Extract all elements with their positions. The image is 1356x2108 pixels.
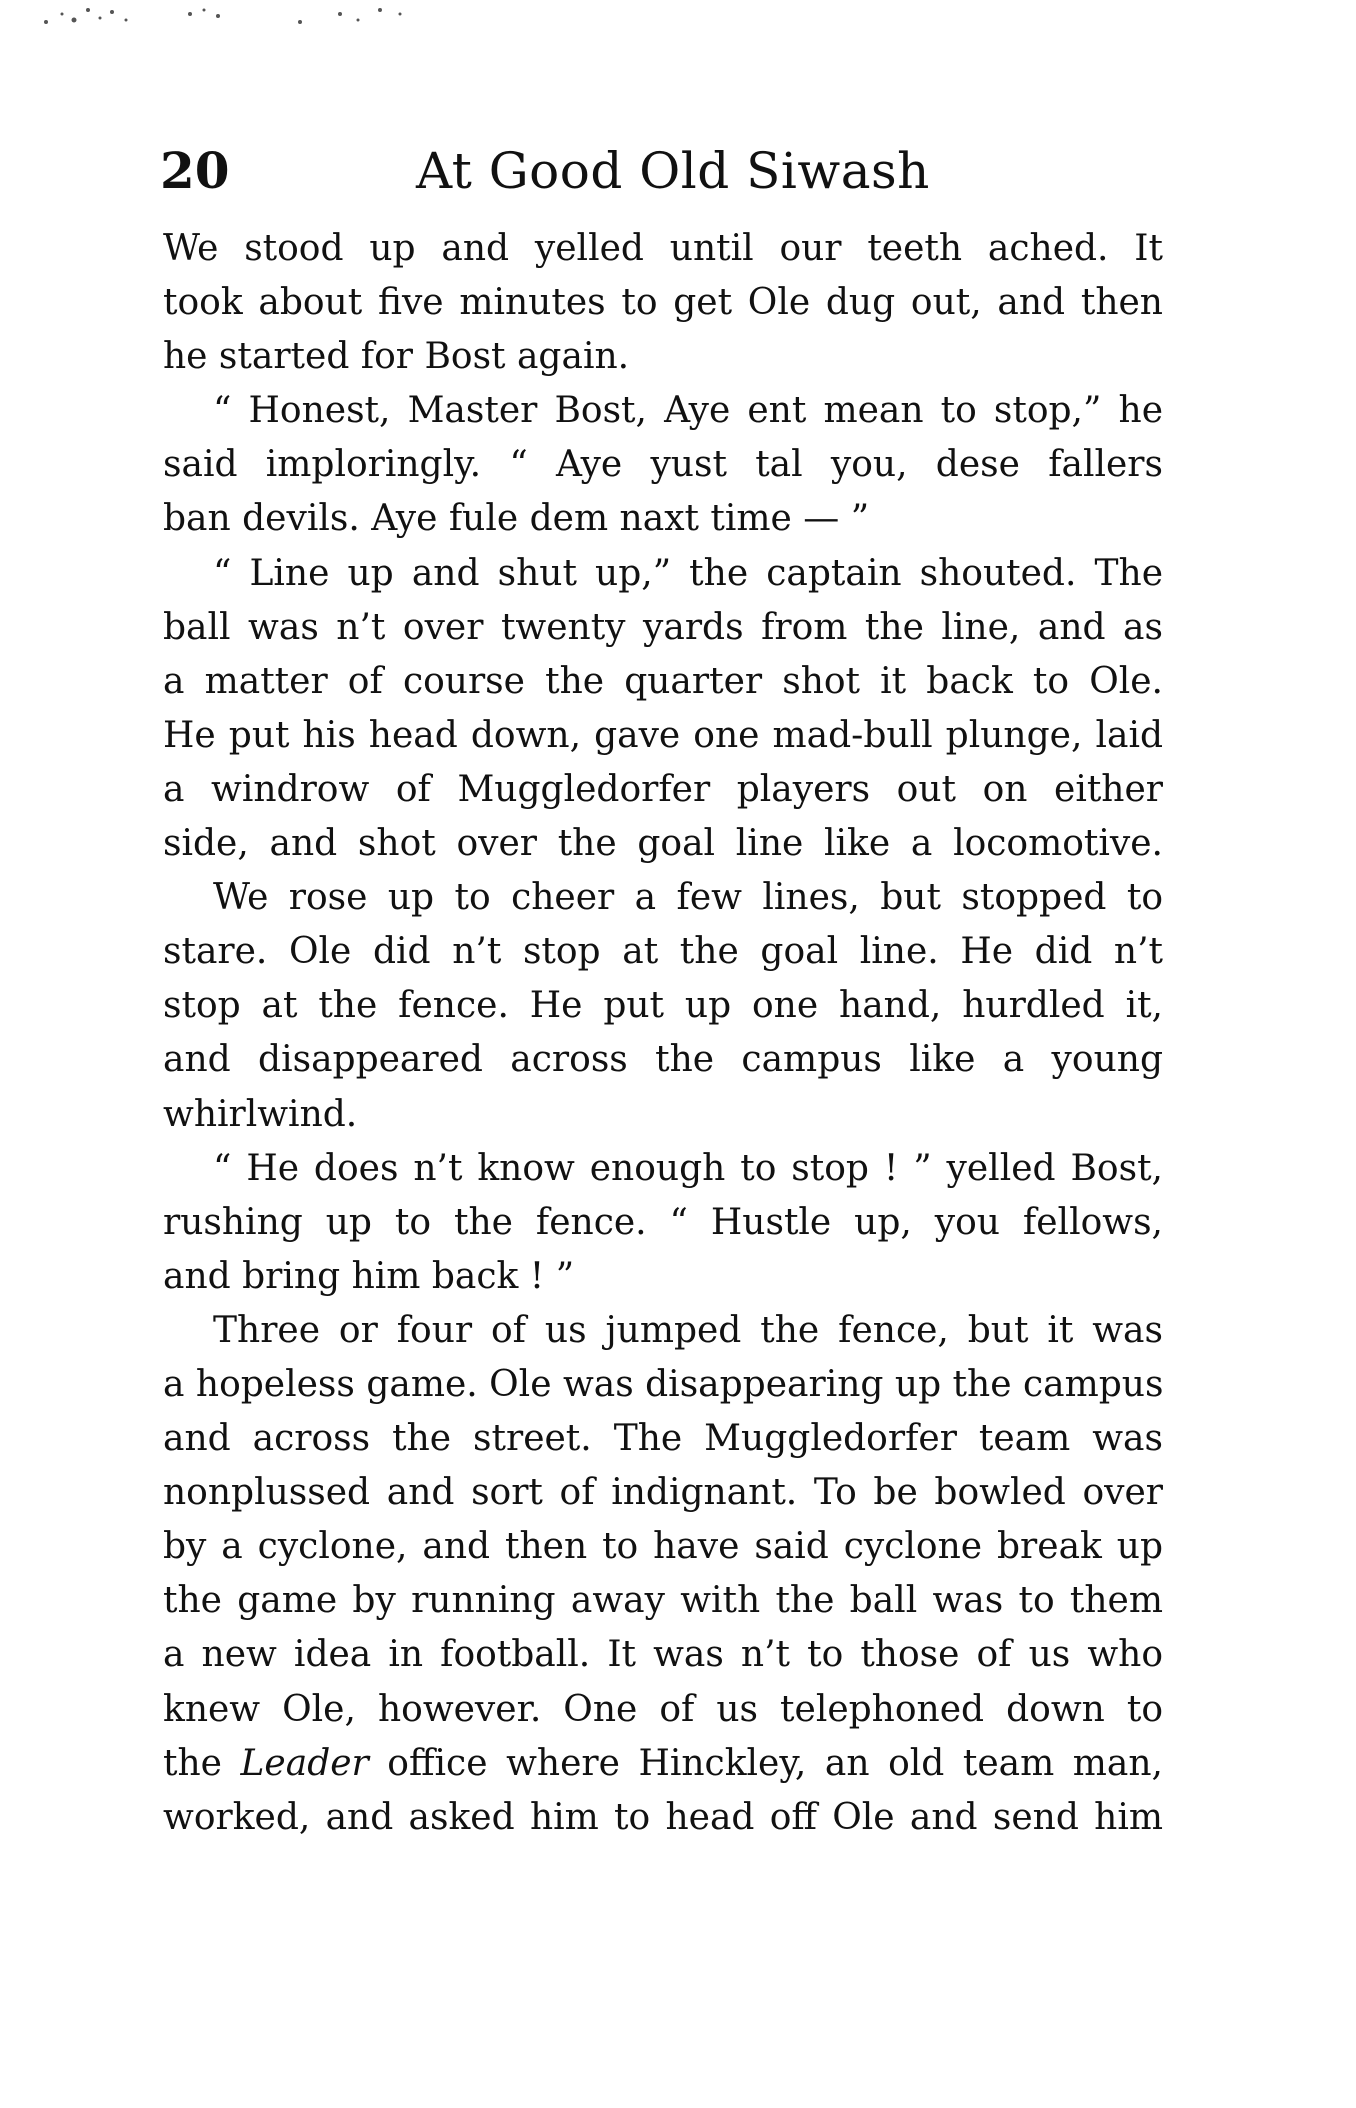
italic-word: Leader	[240, 1742, 369, 1784]
text-line: nonplussed and sort of indignant. To be bowled over	[163, 1472, 1163, 1514]
scan-speckle-marks	[40, 0, 500, 40]
running-title: At Good Old Siwash	[416, 142, 930, 200]
text-line: rushing up to the fence. “ Hustle up, you fellows,	[163, 1201, 1163, 1243]
text-line: the Leader office where Hinckley, an old team man,	[163, 1742, 1163, 1784]
text-line: said imploringly. “ Aye yust tal you, dese fallers	[163, 444, 1163, 486]
text-line: and across the street. The Muggledorfer team was	[163, 1418, 1163, 1460]
text-line: took about five minutes to get Ole dug out, and then	[163, 282, 1163, 324]
text-line: He put his head down, gave one mad-bull plunge, laid	[163, 714, 1163, 756]
body-text	[163, 222, 1163, 1845]
text-line: ball was n’t over twenty yards from the line, and as	[163, 606, 1163, 648]
text-line: and bring him back ! ”	[163, 1255, 575, 1297]
text-line: a new idea in football. It was n’t to those of us who	[163, 1634, 1163, 1676]
text-line: and disappeared across the campus like a young	[163, 1039, 1163, 1081]
text-line: We stood up and yelled until our teeth ached. It	[163, 228, 1163, 269]
text-line: worked, and asked him to head off Ole and send him	[163, 1796, 1163, 1838]
text-line: “ Line up and shut up,” the captain shouted. The	[213, 552, 1163, 594]
text-line: the game by running away with the ball was to them	[163, 1580, 1163, 1622]
text-line: We rose up to cheer a few lines, but stopped to	[213, 877, 1163, 919]
text-line: ban devils. Aye fule dem naxt time — ”	[163, 498, 870, 540]
text-line: “ He does n’t know enough to stop ! ” yelled Bost,	[213, 1147, 1163, 1189]
page-header	[160, 136, 1200, 206]
text-line: he started for Bost again.	[163, 336, 630, 378]
text-line: a windrow of Muggledorfer players out on either	[163, 768, 1163, 810]
text-line: stop at the fence. He put up one hand, hurdled it,	[163, 985, 1163, 1027]
text-line: “ Honest, Master Bost, Aye ent mean to stop,” he	[213, 390, 1163, 432]
page-number: 20	[160, 141, 230, 200]
text-line: knew Ole, however. One of us telephoned down to	[163, 1688, 1163, 1730]
text-line: by a cyclone, and then to have said cyclone break up	[163, 1526, 1163, 1568]
text-line: a hopeless game. Ole was disappearing up the campus	[163, 1363, 1163, 1405]
text-line: a matter of course the quarter shot it back to Ole.	[163, 660, 1163, 702]
text-line: Three or four of us jumped the fence, but it was	[213, 1309, 1163, 1351]
text-line: side, and shot over the goal line like a locomotive.	[163, 823, 1163, 865]
text-line: stare. Ole did n’t stop at the goal line. He did n’t	[163, 931, 1163, 973]
text-line: whirlwind.	[163, 1093, 358, 1135]
